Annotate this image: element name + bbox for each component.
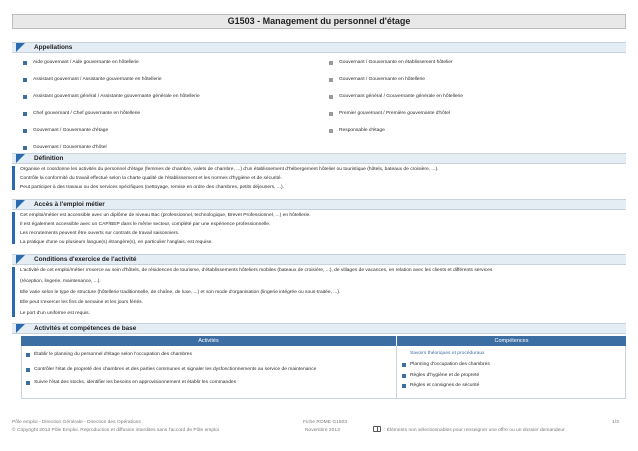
acces-line: Les recrutements peuvent être ouverts sur contrats de travail saisonniers. (20, 231, 180, 236)
competence-item: Planning d'occupation des chambres (410, 362, 490, 367)
column-header-competences: Compétences (397, 336, 626, 346)
footer-organization: Pôle emploi - Direction Générale - Direction des Opérations (12, 420, 141, 425)
appellation-item: Aide gouvernant / Aide gouvernante en hôtellerie (33, 60, 139, 65)
section-title: Accès à l'emploi métier (34, 201, 105, 208)
bullet-icon (402, 374, 406, 378)
appellation-item: Assistant gouvernant général / Assistante gouvernante générale en hôtellerie (33, 94, 200, 99)
appellation-item: Gouvernant / Gouvernante en établissement hôtelier (339, 60, 453, 65)
bullet-icon (329, 78, 333, 82)
section-marker (12, 267, 15, 317)
appellation-item: Gouvernant / Gouvernante d'hôtel (33, 145, 107, 150)
section-arrow-icon (16, 324, 25, 333)
section-marker (12, 212, 15, 244)
appellation-item: Assistant gouvernant / Assistante gouvernante en hôtellerie (33, 77, 162, 82)
section-title: Appellations (34, 44, 73, 51)
section-header-definition (12, 153, 626, 164)
competence-item: Règles d'hygiène et de propreté (410, 373, 480, 378)
bullet-icon (329, 61, 333, 65)
section-title: Conditions d'exercice de l'activité (34, 256, 137, 263)
bullet-icon (23, 95, 27, 99)
bullet-icon (23, 78, 27, 82)
column-divider (396, 346, 397, 399)
book-icon (373, 426, 381, 432)
footer-date: Novembre 2013 (305, 428, 340, 433)
activite-item: Établir le planning du personnel d'étage selon l'occupation des chambres (34, 352, 192, 357)
acces-line: Cet emploi/métier est accessible avec un diplôme de niveau Bac (professionnel, technologique, Brevet Professionnel, ...) en hôtellerie. (20, 213, 311, 218)
bullet-icon (26, 381, 30, 385)
section-marker (12, 166, 15, 190)
bullet-icon (23, 61, 27, 65)
conditions-line: (réception, lingerie, maintenance, ...). (20, 279, 101, 284)
conditions-line: Elle varie selon le type de structure (hôtellerie traditionnelle, de chaîne, de luxe, ...) et son mode d'organisation (lingerie intégrée ou sous-traitée, ...). (20, 290, 341, 295)
bullet-icon (23, 129, 27, 133)
bullet-icon (402, 384, 406, 388)
section-arrow-icon (16, 200, 25, 209)
page-title: G1503 - Management du personnel d'étage (12, 14, 626, 29)
definition-line: Peut participer à des travaux ou des services spécifiques (nettoyage, remise en ordre des chambres, petits déjeuners, ...). (20, 185, 284, 190)
bullet-icon (402, 363, 406, 367)
bullet-icon (329, 129, 333, 133)
section-header-conditions (12, 254, 626, 265)
section-title: Définition (34, 155, 64, 162)
conditions-line: Elle peut s'exercer les fins de semaine et les jours fériés. (20, 300, 143, 305)
bullet-icon (23, 146, 27, 150)
activite-item: Contrôler l'état de propreté des chambres et des parties communes et signaler les dysfonctionnements au service de maintenance (34, 367, 317, 372)
bullet-icon (329, 95, 333, 99)
section-arrow-icon (16, 255, 25, 264)
appellation-item: Gouvernant / Gouvernante d'étage (33, 128, 109, 133)
footer-fiche: Fiche ROME G1503 (303, 420, 348, 425)
appellation-item: Gouvernant général / Gouvernante générale en hôtellerie (339, 94, 463, 99)
definition-line: Contrôle la conformité du travail effectué selon la charte qualité de l'établissement et les normes d'hygiène et de sécurité. (20, 176, 282, 181)
bullet-icon (23, 112, 27, 116)
conditions-line: L'activité de cet emploi/métier s'exerce au sein d'hôtels, de résidences de tourisme, d'établissements hôteliers mobiles (bateaux de croisière, ...), de villages de vacances, en relation avec les clients et différents services (20, 268, 493, 273)
activite-item: Suivre l'état des stocks, identifier les besoins en approvisionnement et établir les commandes (34, 380, 237, 385)
column-header-activites: Activités (21, 336, 396, 346)
acces-line: La pratique d'une ou plusieurs langue(s) étrangère(s), en particulier l'anglais, est requise. (20, 240, 213, 245)
section-arrow-icon (16, 43, 25, 52)
footer-copyright: © Copyright 2013 Pôle Emploi. Reproduction et diffusion interdites sans l'accord de Pôle emploi (12, 428, 219, 433)
appellation-item: Gouvernant / Gouvernante en hôtellerie (339, 77, 425, 82)
acces-line: Il est également accessible avec un CAP/BEP dans le même secteur, complété par une expérience professionnelle. (20, 222, 271, 227)
page-number: 1/3 (612, 420, 619, 425)
section-title: Activités et compétences de base (34, 325, 137, 332)
bullet-icon (329, 112, 333, 116)
appellation-item: Chef gouvernant / Chef gouvernante en hôtellerie (33, 111, 141, 116)
conditions-line: Le port d'un uniforme est requis. (20, 311, 90, 316)
footer-legend: : Éléments non sélectionnables pour renseigner une offre ou un dossier demandeur (384, 428, 565, 433)
section-header-appellations (12, 42, 626, 53)
section-header-activites (12, 323, 626, 334)
appellation-item: Premier gouvernant / Première gouvernante d'hôtel (339, 111, 451, 116)
bullet-icon (26, 353, 30, 357)
section-arrow-icon (16, 154, 25, 163)
appellation-item: Responsable d'étage (339, 128, 385, 133)
section-header-acces (12, 199, 626, 210)
definition-line: Organise et coordonne les activités du personnel d'étage (femmes de chambre, valets de chambre, ...) d'un établissement d'hébergement hôtelier ou touristique (hôtels, bateaux de croisière, ...). (20, 167, 439, 172)
competences-subtitle: Savoirs théoriques et procéduraux (410, 351, 485, 356)
bullet-icon (26, 368, 30, 372)
competence-item: Règles et consignes de sécurité (410, 383, 480, 388)
